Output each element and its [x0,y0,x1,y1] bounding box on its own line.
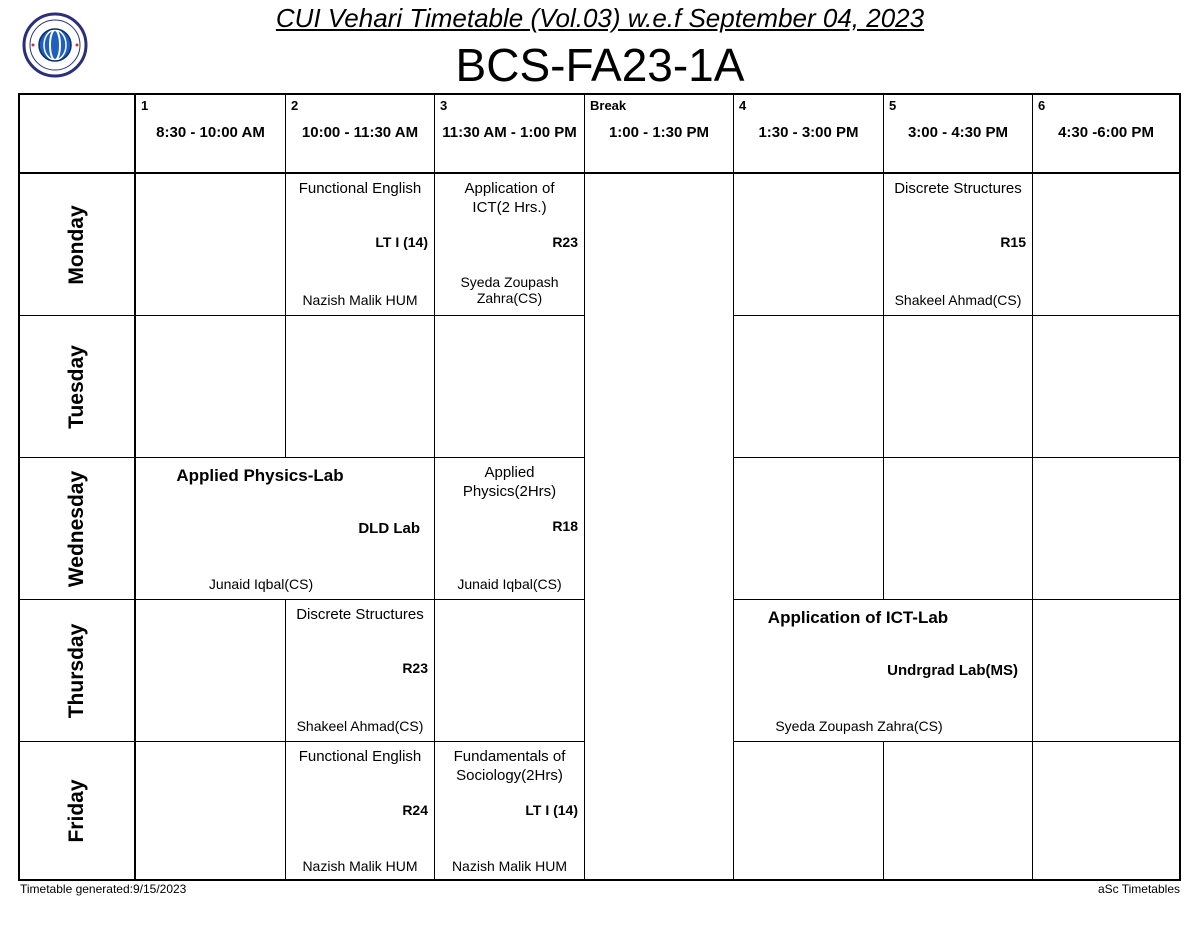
timetable-title: CUI Vehari Timetable (Vol.03) w.e.f September 04, 2023 [275,3,925,33]
tue-p1 [136,316,286,458]
period-number: 3 [440,98,448,113]
period-time: 11:30 AM - 1:00 PM [442,124,577,141]
period-number: 4 [739,98,747,113]
day-label: Thursday [65,623,88,718]
period-header-6 [1033,95,1179,174]
period-number: 2 [291,98,299,113]
subject: Application of ICT-Lab [767,608,949,627]
period-time: 4:30 -6:00 PM [1058,124,1154,141]
wed-p5 [884,458,1033,600]
class-cell[interactable] [884,174,1033,316]
day-wednesday [20,458,136,600]
tue-p6 [1033,316,1179,458]
teacher: Nazish Malik HUM [302,858,418,874]
teacher: Junaid Iqbal(CS) [457,576,562,592]
period-header-3 [435,95,585,174]
fri-p4 [734,742,884,879]
tue-p4 [734,316,884,458]
day-thursday [20,600,136,742]
room: Undrgrad Lab(MS) [887,662,1018,679]
generated-date: Timetable generated:9/15/2023 [20,882,187,896]
teacher: Nazish Malik HUM [302,292,418,308]
teacher: Syeda Zoupash Zahra(CS) [775,718,943,734]
room: R23 [552,234,578,250]
day-friday [20,742,136,879]
teacher: Junaid Iqbal(CS) [208,576,314,592]
subject: Fundamentals of Sociology(2Hrs) [453,748,566,784]
day-monday [20,174,136,316]
room: LT I (14) [525,802,578,818]
fri-p1 [136,742,286,879]
class-cell[interactable] [286,742,435,879]
room: R15 [1000,234,1026,250]
wed-p6 [1033,458,1179,600]
mon-p4 [734,174,884,316]
period-time: 3:00 - 4:30 PM [907,124,1009,141]
thu-p6 [1033,600,1179,742]
day-tuesday [20,316,136,458]
period-header-5 [884,95,1033,174]
room: R24 [402,802,428,818]
teacher: Syeda Zoupash Zahra(CS) [460,274,559,306]
tue-p2 [286,316,435,458]
period-header-1 [136,95,286,174]
subject: Discrete Structures [296,606,424,623]
wed-p4 [734,458,884,600]
tue-p3 [435,316,585,458]
class-cell[interactable] [734,600,1033,742]
period-number: Break [590,98,627,113]
subject: Applied Physics(2Hrs) [462,464,557,500]
class-cell[interactable] [286,174,435,316]
day-label: Monday [65,204,88,285]
period-time: 1:00 - 1:30 PM [608,124,710,141]
period-header-2 [286,95,435,174]
mon-p6 [1033,174,1179,316]
period-number: 1 [141,98,149,113]
period-number: 5 [889,98,897,113]
period-number: 6 [1038,98,1046,113]
period-header-break [585,95,734,174]
period-time: 10:00 - 11:30 AM [301,124,419,141]
mon-p1 [136,174,286,316]
fri-p5 [884,742,1033,879]
class-name: BCS-FA23-1A [455,39,745,91]
software-credit: aSc Timetables [1097,882,1180,896]
class-cell[interactable] [435,742,585,879]
day-label: Tuesday [65,344,88,429]
room: R23 [402,660,428,676]
timetable-grid [18,93,1181,881]
class-cell[interactable] [136,458,435,600]
subject: Discrete Structures [894,180,1022,197]
thu-p1 [136,600,286,742]
fri-p6 [1033,742,1179,879]
subject: Application of ICT(2 Hrs.) [464,180,555,216]
teacher: Shakeel Ahmad(CS) [894,292,1022,308]
class-cell[interactable] [435,174,585,316]
tue-p5 [884,316,1033,458]
class-cell[interactable] [286,600,435,742]
thu-p3 [435,600,585,742]
room: R18 [552,518,578,534]
class-cell[interactable] [435,458,585,600]
room: LT I (14) [375,234,428,250]
subject: Functional English [298,748,422,765]
subject: Functional English [298,180,422,197]
subject: Applied Physics-Lab [176,466,344,485]
teacher: Nazish Malik HUM [451,858,568,874]
period-header-4 [734,95,884,174]
period-time: 8:30 - 10:00 AM [156,124,265,141]
corner-cell [20,95,136,174]
break-column [585,174,734,879]
day-label: Friday [65,778,88,843]
teacher: Shakeel Ahmad(CS) [296,718,424,734]
day-label: Wednesday [65,470,88,587]
period-time: 1:30 - 3:00 PM [758,124,859,141]
room: DLD Lab [358,520,420,537]
